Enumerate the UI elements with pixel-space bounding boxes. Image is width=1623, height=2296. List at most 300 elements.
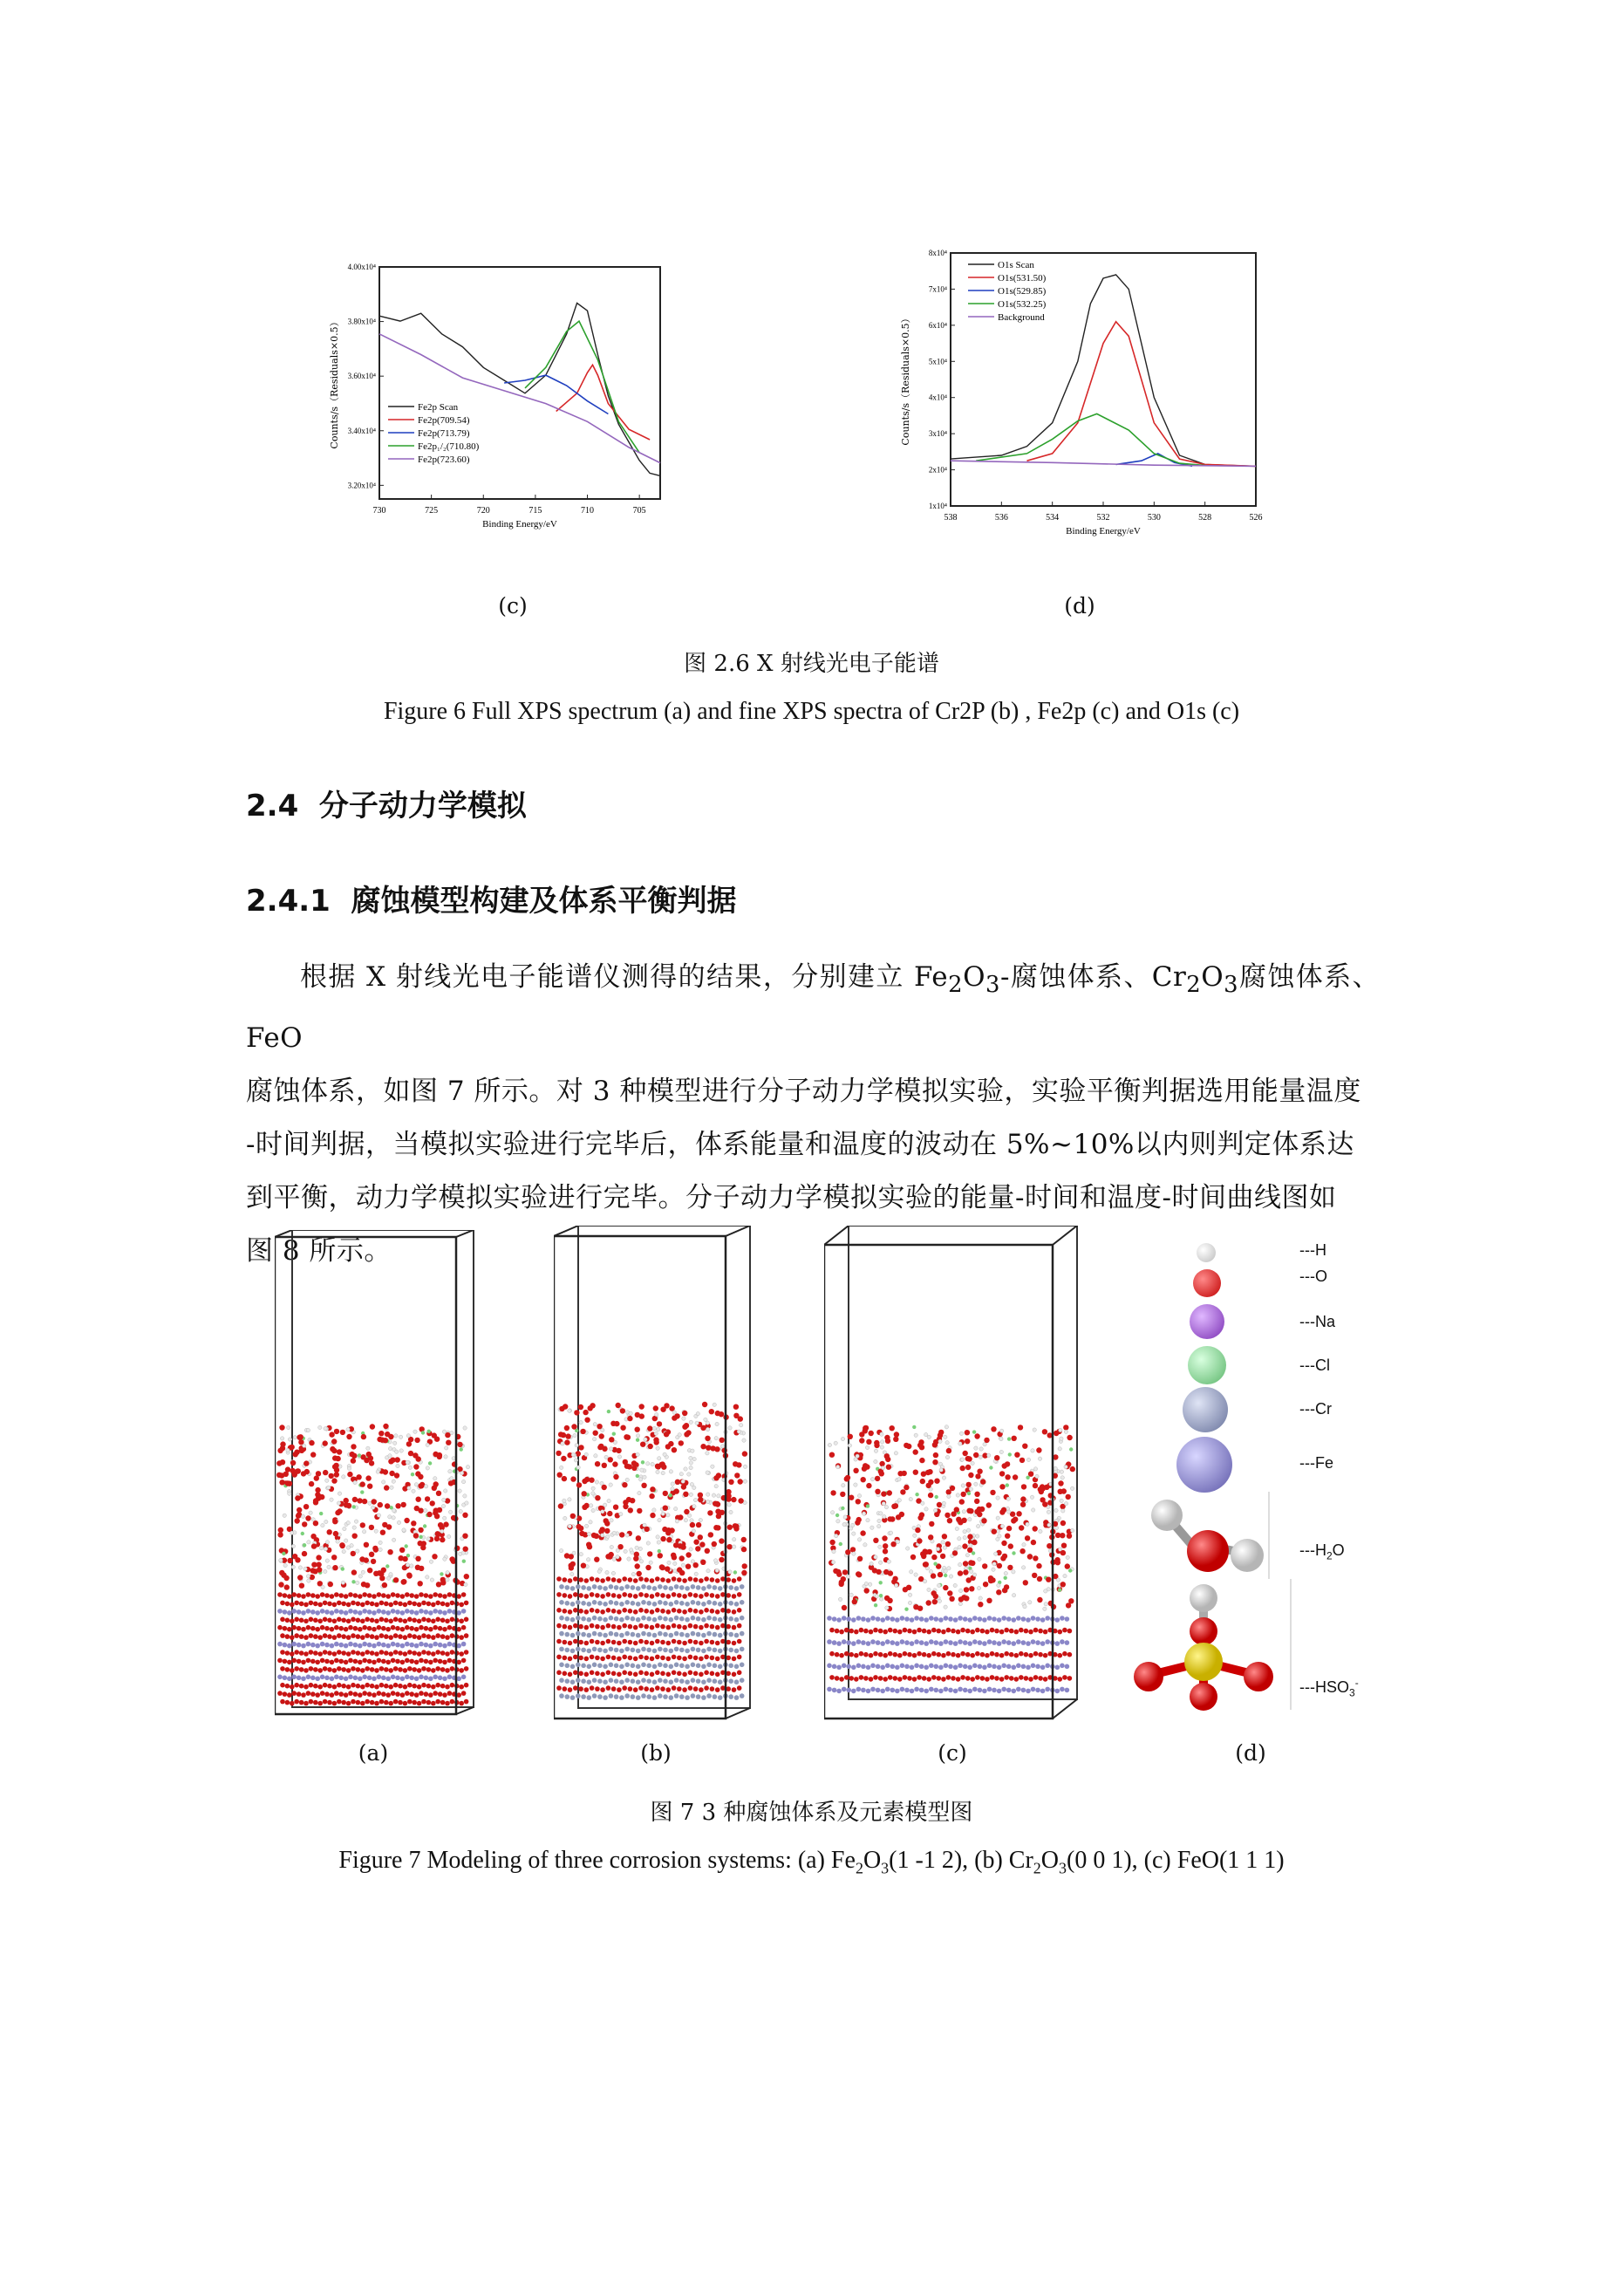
water-atom — [347, 1466, 351, 1470]
water-atom — [994, 1455, 999, 1460]
slab-atom — [379, 1699, 385, 1705]
slab-atom — [866, 1689, 871, 1694]
water-atom — [690, 1519, 693, 1522]
legend-label-na: ---Na — [1299, 1313, 1335, 1330]
slab-atom — [320, 1625, 325, 1630]
slab-atom — [958, 1664, 963, 1669]
water-atom — [587, 1532, 590, 1535]
slab-atom — [384, 1667, 389, 1672]
slab-atom — [655, 1655, 660, 1660]
slab-atom — [715, 1657, 720, 1662]
slab-atom — [556, 1592, 562, 1597]
slab-atom — [310, 1691, 316, 1697]
slab-atom — [614, 1616, 619, 1622]
slab-atom — [433, 1658, 438, 1664]
slab-atom — [1045, 1664, 1050, 1669]
slab-atom — [672, 1671, 677, 1676]
slab-atom — [442, 1643, 447, 1649]
water-atom — [1031, 1449, 1034, 1452]
water-atom — [341, 1567, 344, 1570]
water-atom — [713, 1501, 718, 1507]
slab-atom — [438, 1626, 443, 1631]
slab-atom — [400, 1627, 406, 1632]
slab-atom — [619, 1664, 624, 1670]
slab-atom — [685, 1649, 690, 1654]
slab-atom — [829, 1651, 835, 1657]
water-atom — [967, 1548, 972, 1553]
slab-atom — [622, 1592, 627, 1597]
slab-atom — [356, 1667, 361, 1672]
slab-atom — [951, 1676, 956, 1681]
slab-atom — [951, 1652, 956, 1657]
water-atom — [1066, 1494, 1071, 1500]
slab-atom — [592, 1584, 597, 1589]
slab-atom — [1040, 1665, 1046, 1671]
slab-atom — [398, 1618, 403, 1623]
slab-atom — [283, 1593, 288, 1598]
slab-atom — [346, 1602, 351, 1608]
water-atom — [720, 1445, 724, 1448]
water-atom — [286, 1448, 290, 1452]
slab-atom — [652, 1664, 658, 1670]
slab-atom — [710, 1577, 715, 1582]
slab-atom — [732, 1578, 737, 1583]
water-atom — [657, 1427, 660, 1431]
slab-atom — [306, 1675, 311, 1680]
water-atom — [956, 1493, 959, 1497]
slab-atom — [400, 1692, 406, 1698]
slab-atom — [885, 1616, 890, 1621]
slab-atom — [701, 1695, 706, 1700]
slab-atom — [464, 1601, 469, 1606]
slab-atom — [938, 1641, 944, 1646]
slab-atom — [362, 1675, 367, 1680]
water-atom — [870, 1478, 874, 1481]
water-atom — [601, 1510, 604, 1514]
slab-atom — [412, 1618, 417, 1623]
water-atom — [937, 1502, 942, 1507]
slab-atom — [365, 1699, 370, 1705]
slab-atom — [617, 1609, 622, 1615]
water-atom — [278, 1582, 283, 1587]
water-atom — [931, 1590, 937, 1596]
slab-atom — [895, 1665, 900, 1671]
water-atom — [591, 1533, 597, 1538]
slab-atom — [873, 1628, 878, 1633]
water-atom — [689, 1493, 692, 1496]
water-atom — [856, 1454, 859, 1458]
water-atom — [358, 1453, 361, 1457]
slab-atom — [283, 1643, 288, 1648]
water-atom — [977, 1586, 980, 1589]
water-atom — [397, 1520, 400, 1524]
slab-atom — [1040, 1641, 1046, 1646]
slab-atom — [384, 1634, 389, 1639]
water-atom — [564, 1439, 569, 1445]
slab-atom — [832, 1616, 837, 1622]
slab-atom — [609, 1678, 614, 1683]
section-heading-2-4-1 — [246, 877, 737, 919]
slab-atom — [706, 1647, 712, 1652]
slab-atom — [737, 1623, 742, 1629]
slab-atom — [409, 1691, 414, 1697]
slab-atom — [337, 1683, 342, 1688]
slab-atom — [419, 1658, 424, 1664]
water-atom — [958, 1562, 962, 1566]
water-atom — [934, 1508, 938, 1512]
slab-atom — [1035, 1688, 1040, 1693]
water-atom — [733, 1545, 736, 1548]
slab-atom — [464, 1650, 469, 1655]
slab-atom — [435, 1633, 440, 1638]
water-atom — [287, 1425, 290, 1429]
slab-atom — [937, 1652, 942, 1657]
water-atom — [427, 1430, 431, 1433]
slab-atom — [277, 1675, 283, 1680]
slab-atom — [435, 1601, 440, 1606]
water-atom — [944, 1435, 947, 1438]
slab-atom — [393, 1699, 399, 1705]
water-atom — [727, 1525, 733, 1530]
slab-atom — [291, 1658, 297, 1664]
water-atom — [428, 1461, 432, 1465]
slab-atom — [573, 1592, 578, 1597]
slab-atom — [910, 1617, 915, 1623]
slab-atom — [440, 1667, 446, 1672]
slab-atom — [403, 1701, 408, 1706]
water-atom — [836, 1465, 840, 1468]
water-atom — [904, 1608, 908, 1611]
water-atom — [609, 1483, 612, 1486]
water-atom — [875, 1595, 878, 1598]
slab-atom — [660, 1671, 665, 1677]
slab-atom — [934, 1640, 939, 1645]
water-atom — [441, 1504, 445, 1507]
slab-atom — [861, 1664, 866, 1670]
slab-atom — [628, 1686, 633, 1691]
water-atom — [586, 1558, 590, 1561]
slab-atom — [400, 1660, 406, 1665]
water-atom — [638, 1478, 642, 1481]
slab-atom — [417, 1684, 422, 1690]
slab-atom — [315, 1594, 320, 1599]
slab-atom — [421, 1666, 426, 1671]
slab-atom — [846, 1616, 851, 1622]
slab-atom — [356, 1618, 361, 1623]
water-atom — [741, 1547, 747, 1552]
water-atom — [636, 1535, 641, 1541]
slab-atom — [704, 1576, 709, 1582]
water-atom — [589, 1478, 594, 1483]
water-atom — [961, 1492, 966, 1497]
water-atom — [415, 1556, 420, 1561]
slab-atom — [880, 1641, 885, 1646]
slab-atom — [883, 1630, 888, 1635]
slab-atom — [578, 1671, 583, 1677]
water-atom — [1001, 1541, 1006, 1546]
water-atom — [963, 1451, 968, 1456]
water-atom — [882, 1535, 887, 1541]
slab-atom — [869, 1630, 874, 1635]
water-atom — [961, 1484, 965, 1487]
water-atom — [443, 1516, 447, 1520]
plot-frame — [951, 253, 1256, 506]
slab-atom — [1043, 1653, 1048, 1658]
water-atom — [733, 1538, 736, 1541]
slab-atom — [609, 1693, 614, 1698]
water-atom — [928, 1534, 933, 1540]
water-atom — [665, 1444, 671, 1449]
slab-atom — [445, 1635, 450, 1640]
water-atom — [828, 1443, 831, 1446]
water-atom — [932, 1459, 938, 1465]
water-atom — [1054, 1508, 1058, 1512]
slab-atom — [395, 1626, 400, 1631]
water-atom — [908, 1593, 911, 1596]
slab-atom — [646, 1632, 651, 1637]
slab-atom — [885, 1687, 890, 1692]
slab-atom — [403, 1602, 408, 1608]
slab-atom — [313, 1602, 318, 1607]
slab-atom — [330, 1677, 335, 1682]
water-atom — [352, 1526, 356, 1529]
slab-atom — [595, 1577, 600, 1582]
slab-atom — [306, 1625, 311, 1630]
legend-label: O1s(529.85) — [998, 286, 1047, 297]
slab-atom — [693, 1609, 699, 1614]
slab-atom — [1035, 1616, 1040, 1622]
slab-atom — [388, 1668, 393, 1673]
slab-atom — [398, 1602, 403, 1607]
slab-atom — [421, 1650, 426, 1655]
slab-atom — [827, 1664, 832, 1669]
slab-atom — [362, 1592, 367, 1597]
slab-atom — [611, 1640, 617, 1645]
slab-atom — [679, 1632, 685, 1637]
slab-atom — [287, 1660, 292, 1665]
water-atom — [906, 1444, 911, 1449]
water-atom — [1061, 1488, 1067, 1493]
water-atom — [288, 1492, 291, 1495]
hso3-molecule — [1121, 1579, 1295, 1719]
water-atom — [299, 1583, 304, 1589]
slab-atom — [440, 1618, 446, 1623]
slab-atom — [701, 1633, 706, 1638]
slab-atom — [294, 1601, 299, 1606]
slab-atom — [624, 1631, 630, 1637]
slab-atom — [1055, 1689, 1060, 1694]
slab-atom — [638, 1685, 644, 1691]
slab-atom — [677, 1671, 682, 1677]
water-atom — [278, 1527, 283, 1533]
slab-atom — [581, 1694, 586, 1699]
slab-atom — [442, 1692, 447, 1698]
slab-atom — [849, 1652, 854, 1657]
slab-atom — [1014, 1677, 1019, 1682]
slab-atom — [929, 1639, 934, 1644]
slab-atom — [421, 1699, 426, 1705]
slab-atom — [590, 1592, 595, 1597]
slab-atom — [367, 1609, 372, 1615]
slab-atom — [836, 1665, 842, 1671]
water-atom — [912, 1425, 916, 1429]
water-atom — [830, 1511, 834, 1514]
water-atom — [874, 1459, 877, 1463]
slab-atom — [710, 1624, 715, 1630]
slab-atom — [994, 1629, 999, 1634]
slab-atom — [609, 1647, 614, 1652]
slab-atom — [348, 1609, 353, 1614]
box-edge — [456, 1707, 474, 1714]
slab-atom — [573, 1671, 578, 1676]
water-atom — [652, 1426, 656, 1430]
slab-atom — [595, 1609, 600, 1614]
water-atom — [561, 1442, 564, 1445]
slab-atom — [704, 1685, 709, 1691]
slab-atom — [440, 1684, 446, 1689]
slab-atom — [301, 1643, 306, 1649]
slab-atom — [740, 1631, 745, 1637]
slab-atom — [619, 1649, 624, 1654]
slab-atom — [644, 1577, 649, 1582]
water-atom — [413, 1430, 417, 1433]
slab-atom — [611, 1686, 617, 1691]
slab-atom — [287, 1594, 292, 1599]
slab-atom — [710, 1609, 715, 1614]
slab-atom — [1031, 1664, 1036, 1669]
slab-atom — [685, 1602, 690, 1607]
section-number: 2.4 — [246, 789, 299, 823]
slab-atom — [346, 1651, 351, 1657]
water-atom — [640, 1442, 645, 1447]
slab-atom — [603, 1649, 608, 1654]
water-atom — [418, 1483, 423, 1488]
slab-atom — [691, 1584, 696, 1589]
slab-atom — [672, 1592, 677, 1597]
slab-atom — [310, 1609, 316, 1615]
water-atom — [303, 1460, 309, 1466]
slab-atom — [337, 1601, 342, 1606]
water-atom — [707, 1510, 713, 1515]
slab-atom — [655, 1623, 660, 1629]
water-atom — [742, 1563, 747, 1568]
water-atom — [861, 1477, 866, 1482]
water-atom — [464, 1582, 467, 1586]
water-atom — [343, 1527, 346, 1530]
water-atom — [1038, 1457, 1041, 1460]
section-title: 腐蚀模型构建及体系平衡判据 — [351, 884, 737, 919]
slab-atom — [682, 1609, 687, 1615]
slab-atom — [842, 1639, 847, 1644]
slab-atom — [395, 1659, 400, 1664]
water-atom — [462, 1513, 467, 1518]
slab-atom — [633, 1594, 638, 1599]
water-atom — [323, 1440, 328, 1445]
slab-atom — [595, 1640, 600, 1645]
slab-atom — [948, 1664, 953, 1670]
water-atom — [1006, 1483, 1009, 1486]
water-atom — [402, 1556, 407, 1561]
y-tick-label: 5x10⁴ — [928, 357, 947, 366]
slab-atom — [277, 1592, 283, 1597]
water-atom — [612, 1557, 616, 1561]
slab-atom — [835, 1676, 840, 1681]
slab-atom — [464, 1633, 469, 1638]
slab-atom — [337, 1617, 342, 1623]
slab-atom — [691, 1600, 696, 1605]
water-atom — [645, 1565, 651, 1570]
slab-atom — [323, 1683, 328, 1688]
slab-atom — [303, 1651, 309, 1657]
water-atom — [334, 1429, 339, 1434]
fig7-sublabel-d: (d) — [1235, 1740, 1266, 1766]
water-atom — [620, 1425, 625, 1431]
slab-atom — [713, 1601, 718, 1606]
slab-atom — [1035, 1640, 1040, 1645]
slab-atom — [372, 1692, 377, 1698]
slab-atom — [669, 1602, 674, 1607]
water-atom — [678, 1433, 681, 1437]
slab-atom — [377, 1592, 382, 1597]
water-atom — [829, 1540, 835, 1545]
water-atom — [1028, 1472, 1033, 1477]
water-atom — [631, 1466, 637, 1471]
slab-atom — [701, 1586, 706, 1591]
water-atom — [715, 1411, 720, 1416]
slab-atom — [334, 1658, 339, 1664]
water-atom — [904, 1485, 909, 1490]
slab-atom — [970, 1677, 975, 1682]
slab-atom — [732, 1672, 737, 1678]
slab-atom — [341, 1602, 346, 1607]
slab-atom — [1012, 1641, 1017, 1646]
slab-atom — [960, 1675, 965, 1680]
slab-atom — [362, 1642, 367, 1647]
water-atom — [885, 1457, 890, 1462]
slab-atom — [290, 1701, 295, 1706]
water-atom — [280, 1437, 283, 1440]
slab-atom — [660, 1640, 665, 1645]
water-atom — [463, 1494, 467, 1498]
simulation-box-c-svg — [824, 1226, 1086, 1723]
slab-atom — [303, 1684, 309, 1690]
slab-atom — [330, 1627, 335, 1632]
slab-atom — [424, 1593, 429, 1598]
water-atom — [578, 1526, 583, 1531]
slab-atom — [866, 1665, 871, 1671]
water-atom — [878, 1561, 882, 1564]
water-atom — [570, 1572, 574, 1575]
water-atom — [932, 1442, 938, 1447]
slab-atom — [367, 1643, 372, 1648]
slab-atom — [658, 1693, 663, 1698]
water-atom — [664, 1403, 669, 1408]
x-tick-label: 705 — [632, 506, 646, 516]
water-atom — [436, 1582, 441, 1587]
slab-atom — [897, 1653, 903, 1658]
water-atom — [317, 1567, 322, 1572]
water-atom — [340, 1430, 345, 1435]
water-atom — [947, 1567, 951, 1570]
y-tick-label: 1x10⁴ — [928, 502, 947, 510]
slab-atom — [341, 1650, 346, 1656]
slab-atom — [344, 1643, 349, 1649]
slab-atom — [728, 1678, 733, 1684]
water-atom — [959, 1432, 963, 1435]
slab-atom — [1012, 1665, 1017, 1671]
water-atom — [414, 1438, 419, 1443]
water-atom — [327, 1486, 331, 1489]
